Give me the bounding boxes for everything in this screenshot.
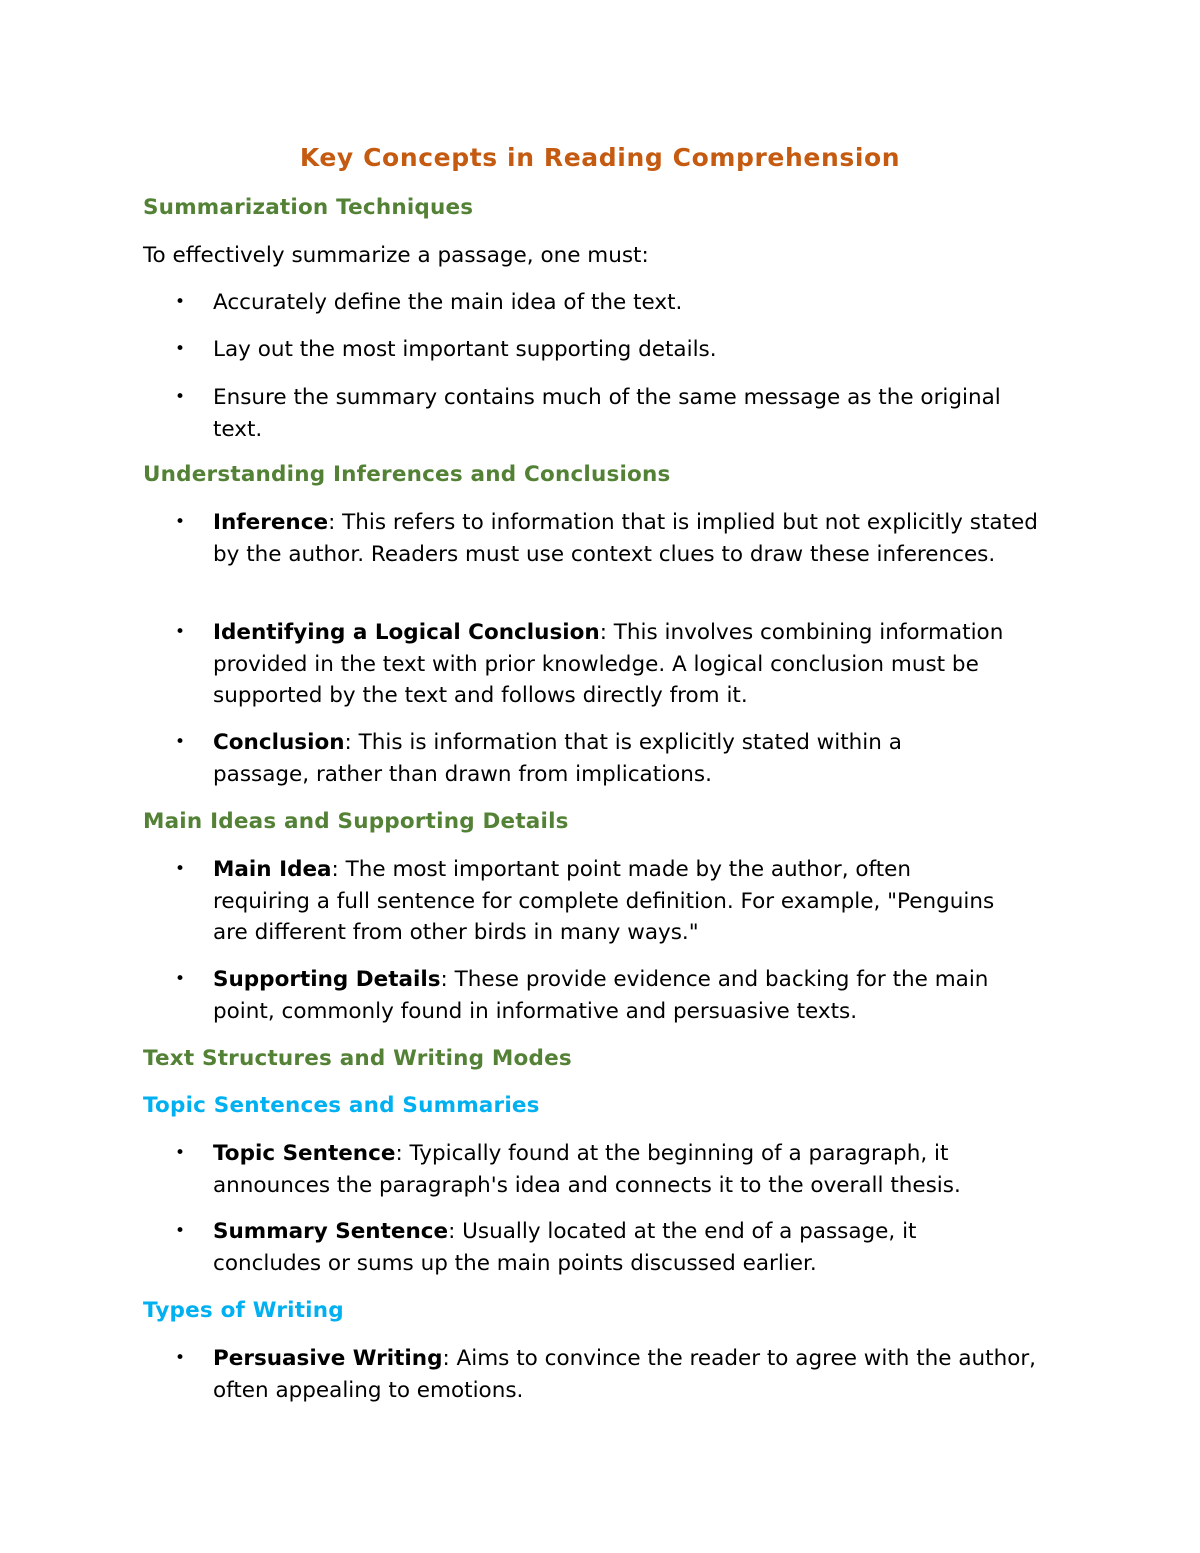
bullet-icon: •	[174, 969, 186, 989]
term-description: : These provide evidence and backing for the main point, commonly found in informative and persuasive texts.	[213, 967, 989, 1024]
list-item	[170, 964, 1020, 1027]
list-item	[170, 287, 1070, 319]
list-item	[170, 727, 990, 790]
term-label: Persuasive Writing	[213, 1346, 443, 1371]
term-description: : This involves combining information provided in the text with prior knowledge. A logical conclusion must be supported by the text and follows directly from it.	[213, 620, 1004, 708]
list-item	[170, 1216, 1010, 1279]
list-item-text	[213, 727, 990, 790]
term-description: : Usually located at the end of a passage, it concludes or sums up the main points discussed earlier.	[213, 1219, 917, 1276]
heading-main-ideas: Main Ideas and Supporting Details	[143, 809, 569, 834]
heading-text-structures: Text Structures and Writing Modes	[143, 1046, 572, 1071]
term-label: Conclusion	[213, 730, 345, 755]
list-item	[170, 1343, 1040, 1406]
bullet-icon: •	[174, 732, 186, 752]
list-item	[170, 382, 1010, 445]
term-description: : This refers to information that is implied but not explicitly stated by the author. Readers must use context clues to draw these inferences.	[213, 510, 1038, 567]
list-item	[170, 507, 1050, 570]
list-item-text	[213, 1138, 1050, 1201]
list-item-text: Lay out the most important supporting details.	[213, 337, 717, 362]
bullet-icon: •	[174, 339, 186, 359]
bullet-icon: •	[174, 387, 186, 407]
subheading-types-of-writing: Types of Writing	[143, 1298, 344, 1323]
list-item-text	[213, 1343, 1040, 1406]
list-item-text: Ensure the summary contains much of the same message as the original text.	[213, 385, 1001, 442]
term-label: Main Idea	[213, 857, 332, 882]
heading-summarization: Summarization Techniques	[143, 195, 474, 220]
list-item-text	[213, 617, 1050, 712]
list-item	[170, 1138, 1050, 1201]
bullet-icon: •	[174, 859, 186, 879]
bullet-icon: •	[174, 622, 186, 642]
term-label: Inference	[213, 510, 329, 535]
term-description: : Aims to convince the reader to agree with the author, often appealing to emotions.	[213, 1346, 1037, 1403]
subheading-topic-sentences: Topic Sentences and Summaries	[143, 1093, 540, 1118]
list-item-text	[213, 854, 1000, 949]
term-label: Topic Sentence	[213, 1141, 396, 1166]
bullet-icon: •	[174, 1221, 186, 1241]
list-item-text	[213, 507, 1050, 570]
term-label: Summary Sentence	[213, 1219, 449, 1244]
list-item-text	[213, 1216, 1010, 1279]
bullet-icon: •	[174, 512, 186, 532]
term-label: Supporting Details	[213, 967, 441, 992]
term-description: : The most important point made by the author, often requiring a full sentence for complete definition. For example, "Penguins are different from other birds in many ways."	[213, 857, 995, 945]
term-description: : Typically found at the beginning of a paragraph, it announces the paragraph's idea and connects it to the overall thesis.	[213, 1141, 961, 1198]
bullet-icon: •	[174, 1348, 186, 1368]
bullet-icon: •	[174, 1143, 186, 1163]
list-item	[170, 334, 1070, 366]
list-item	[170, 854, 1000, 949]
page-title: Key Concepts in Reading Comprehension	[299, 143, 901, 172]
bullet-icon: •	[174, 292, 186, 312]
list-item-text	[213, 964, 1020, 1027]
term-description: : This is information that is explicitly stated within a passage, rather than drawn from implications.	[213, 730, 902, 787]
heading-inferences: Understanding Inferences and Conclusions	[143, 462, 671, 487]
list-item-text: Accurately define the main idea of the text.	[213, 290, 683, 315]
term-label: Identifying a Logical Conclusion	[213, 620, 600, 645]
summarization-intro: To effectively summarize a passage, one must:	[143, 243, 649, 268]
list-item	[170, 617, 1050, 712]
